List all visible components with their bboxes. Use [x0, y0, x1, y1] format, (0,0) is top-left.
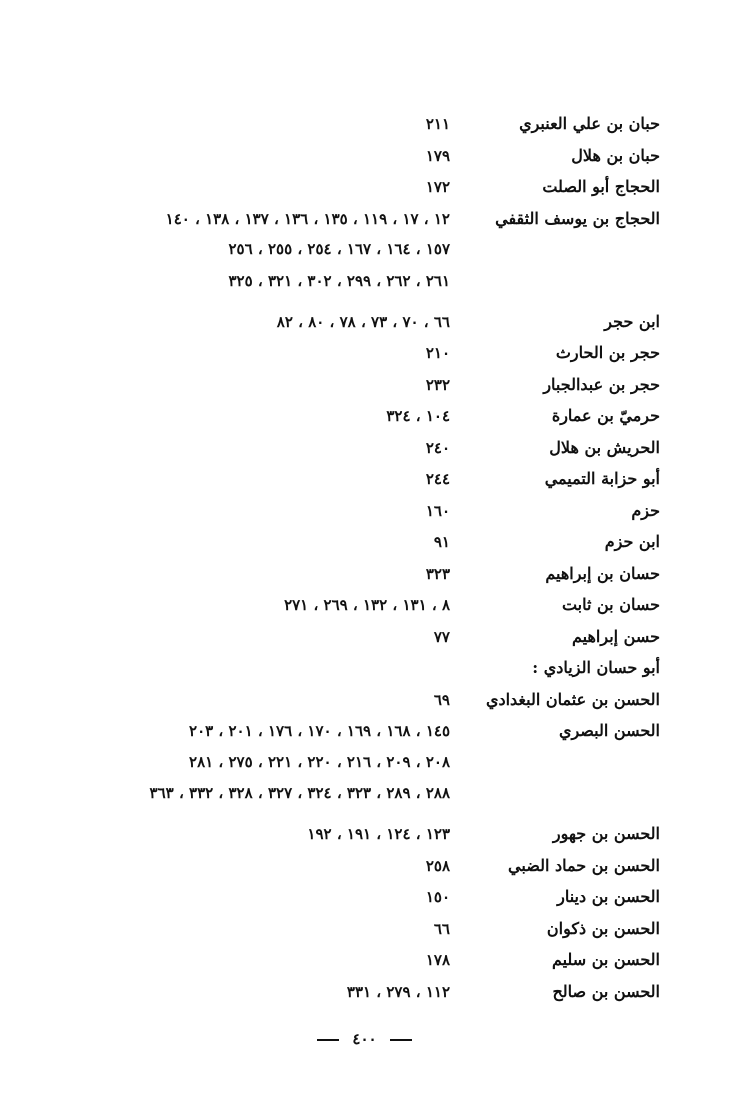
index-entry [60, 621, 660, 653]
entry-pages: ٩١ [433, 533, 450, 551]
entry-pages: ٣٢٣ [425, 564, 450, 583]
entry-name: الحريش بن هلال [549, 437, 660, 457]
entry-pages: ٢٤٤ [425, 470, 450, 488]
index-entry [60, 266, 660, 306]
index-entry [60, 944, 660, 976]
entry-pages: ١٥٠ [425, 888, 450, 906]
entry-pages: ٢٥٨ [425, 856, 450, 875]
entry-name: أبو حزابة التميمي [544, 469, 660, 488]
index-entry [60, 400, 660, 432]
entry-pages: ٨ ، ١٣١ ، ١٣٢ ، ٢٦٩ ، ٢٧١ [284, 596, 450, 614]
index-entry [60, 747, 660, 779]
entry-pages: ٦٦ ، ٧٠ ، ٧٣ ، ٧٨ ، ٨٠ ، ٨٢ [276, 312, 450, 331]
entry-pages: ١١٢ ، ٢٧٩ ، ٣٣١ [346, 982, 450, 1001]
index-entry [60, 913, 660, 945]
entry-pages: ٧٧ [433, 627, 450, 646]
entry-pages: ٢١١ [425, 115, 450, 133]
entry-pages: ٢٦١ ، ٢٦٢ ، ٢٩٩ ، ٣٠٢ ، ٣٢١ ، ٣٢٥ [228, 271, 450, 290]
entry-pages: ١٠٤ ، ٣٢٤ [386, 407, 450, 425]
entry-name: الحسن بن حماد الضبي [508, 855, 660, 875]
entry-name: ابن حزم [604, 532, 660, 551]
index-entry [60, 495, 660, 527]
entry-name: الحسن بن صالح [552, 981, 660, 1001]
entry-pages: ١٢ ، ١٧ ، ١١٩ ، ١٣٥ ، ١٣٦ ، ١٣٧ ، ١٣٨ ، ١٤٠ [165, 209, 450, 228]
entry-pages: ٢٤٠ [425, 438, 450, 457]
entry-name: أبو حسان الزيادي : [532, 658, 660, 677]
entry-pages: ١٦٠ [425, 501, 450, 520]
index-entry [60, 850, 660, 882]
entry-pages: ١٢٣ ، ١٢٤ ، ١٩١ ، ١٩٢ [307, 825, 450, 843]
name-index-list [60, 108, 660, 1007]
page-number: ٤٠٠ [352, 1030, 377, 1048]
entry-name: الحسن البصري [558, 721, 660, 740]
index-entry [60, 558, 660, 590]
entry-name: الحجاج أبو الصلت [542, 177, 660, 196]
entry-pages: ٦٦ [433, 919, 450, 938]
index-entry [60, 589, 660, 621]
index-entry [60, 234, 660, 266]
index-entry [60, 337, 660, 369]
entry-name: حسان بن ثابت [561, 595, 660, 614]
entry-name: حجر بن عبدالجبار [543, 374, 660, 394]
page-footer [0, 1030, 729, 1048]
index-entry [60, 203, 660, 235]
entry-name: حبان بن هلال [571, 145, 660, 165]
index-entry [60, 778, 660, 818]
index-entry [60, 306, 660, 338]
entry-name: ابن حجر [604, 311, 660, 331]
index-entry [60, 715, 660, 747]
entry-name: حرميّ بن عمارة [551, 406, 660, 425]
entry-name: حسان بن إبراهيم [545, 563, 660, 583]
index-entry [60, 684, 660, 716]
index-entry [60, 140, 660, 172]
entry-name: الحسن بن جهور [552, 824, 660, 843]
index-entry [60, 881, 660, 913]
entry-pages: ١٤٥ ، ١٦٨ ، ١٦٩ ، ١٧٠ ، ١٧٦ ، ٢٠١ ، ٢٠٣ [189, 722, 450, 740]
footer-dash-right [390, 1039, 412, 1041]
index-entry [60, 526, 660, 558]
index-entry [60, 432, 660, 464]
entry-pages: ٢٣٢ [425, 375, 450, 394]
index-entry [60, 463, 660, 495]
index-entry [60, 171, 660, 203]
entry-name: حزم [631, 500, 660, 520]
entry-name: الحسن بن ذكوان [546, 918, 660, 938]
entry-pages: ١٧٨ [425, 951, 450, 969]
index-entry [60, 976, 660, 1008]
index-entry [60, 369, 660, 401]
entry-pages: ١٧٩ [425, 146, 450, 165]
entry-pages: ٢١٠ [425, 344, 450, 362]
entry-name: الحسن بن سليم [551, 950, 660, 969]
entry-name: حجر بن الحارث [555, 343, 660, 362]
entry-pages: ٢٨٨ ، ٢٨٩ ، ٣٢٣ ، ٣٢٤ ، ٣٢٧ ، ٣٢٨ ، ٣٣٢ ، ٣٦٣ [149, 784, 450, 802]
entry-pages: ١٥٧ ، ١٦٤ ، ١٦٧ ، ٢٥٤ ، ٢٥٥ ، ٢٥٦ [228, 240, 450, 258]
entry-name: الحجاج بن يوسف الثقفي [495, 208, 660, 228]
entry-name: حسن إبراهيم [572, 626, 660, 646]
footer-dash-left [317, 1039, 339, 1041]
entry-name: حبان بن علي العنبري [519, 114, 660, 133]
index-entry [60, 818, 660, 850]
entry-name: الحسن بن عثمان البغدادي [485, 689, 660, 709]
entry-name: الحسن بن دينار [557, 887, 660, 906]
entry-pages: ٢٠٨ ، ٢٠٩ ، ٢١٦ ، ٢٢٠ ، ٢٢١ ، ٢٧٥ ، ٢٨١ [189, 752, 450, 771]
index-entry [60, 108, 660, 140]
entry-pages: ٦٩ [433, 690, 450, 709]
index-entry [60, 652, 660, 684]
entry-pages: ١٧٢ [425, 178, 450, 196]
